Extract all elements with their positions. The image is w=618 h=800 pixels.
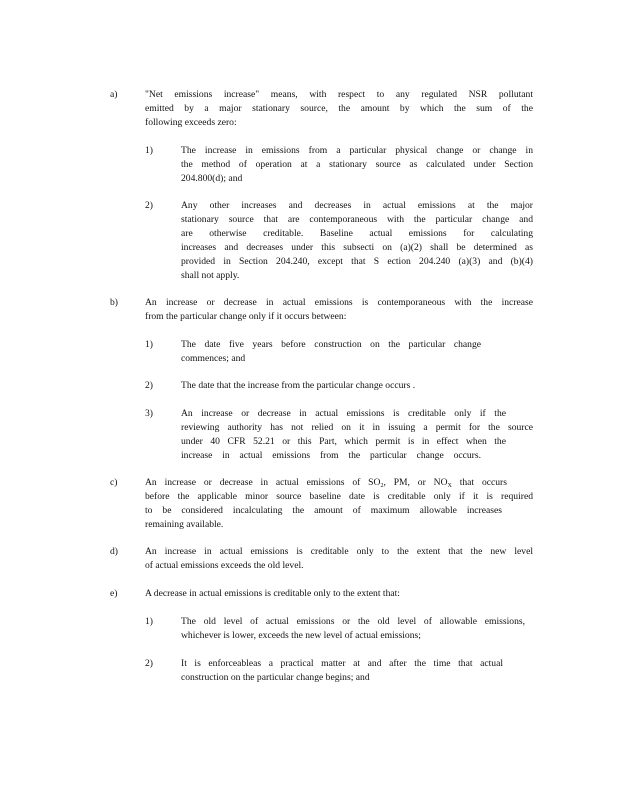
paragraph-marker: a) bbox=[110, 89, 118, 100]
line-segment: , PM, or NO bbox=[383, 477, 448, 488]
text-line: An increase or decrease in actual emissions is contemporaneous with the increase bbox=[145, 297, 533, 308]
text-line bbox=[145, 476, 507, 490]
text-line: remaining available. bbox=[145, 519, 224, 530]
text-line: The increase in emissions from a particular physical change or change in bbox=[181, 145, 533, 156]
subscript: 2 bbox=[380, 483, 384, 489]
text-line: of actual emissions exceeds the old level. bbox=[145, 560, 304, 571]
text-line: It is enforceableas a practical matter at and after the time that actual bbox=[181, 658, 503, 669]
text-line: following exceeds zero: bbox=[145, 117, 237, 128]
text-line: Any other increases and decreases in actual emissions at the major bbox=[181, 200, 533, 211]
paragraph-marker: b) bbox=[110, 297, 118, 308]
text-line: to be considered incalculating the amount of maximum allowable increases bbox=[145, 505, 502, 516]
text-line: The date five years before construction on the particular change bbox=[181, 339, 481, 350]
text-line: provided in Section 204.240, except that S ection 204.240 (a)(3) and (b)(4) bbox=[181, 256, 533, 267]
paragraph-marker: e) bbox=[110, 588, 118, 599]
subparagraph-marker: 2) bbox=[145, 380, 153, 391]
text-line: from the particular change only if it occurs between: bbox=[145, 311, 347, 322]
text-line: the method of operation at a stationary source as calculated under Section bbox=[181, 159, 533, 170]
paragraph-marker: c) bbox=[110, 477, 118, 488]
subparagraph-marker: 1) bbox=[145, 339, 153, 350]
line-segment: An increase or decrease in actual emissions of SO bbox=[145, 477, 381, 488]
text-line: reviewing authority has not relied on it in issuing a permit for the source bbox=[181, 422, 533, 433]
text-line: "Net emissions increase" means, with respect to any regulated NSR pollutant bbox=[145, 89, 533, 100]
text-line: The old level of actual emissions or the old level of allowable emissions, bbox=[181, 616, 525, 627]
subparagraph-marker: 1) bbox=[145, 145, 153, 156]
text-line: stationary source that are contemporaneous with the particular change and bbox=[181, 214, 533, 225]
text-line: increases and decreases under this subsecti on (a)(2) shall be determined as bbox=[181, 242, 533, 253]
subparagraph-marker: 3) bbox=[145, 408, 153, 419]
subparagraph-marker: 2) bbox=[145, 658, 153, 669]
text-line: emitted by a major stationary source, the amount by which the sum of the bbox=[145, 103, 533, 114]
text-line: commences; and bbox=[181, 353, 246, 364]
text-line: under 40 CFR 52.21 or this Part, which permit is in effect when the bbox=[181, 436, 506, 447]
text-line: The date that the increase from the particular change occurs . bbox=[181, 380, 416, 391]
text-line: construction on the particular change begins; and bbox=[181, 672, 370, 683]
text-line: shall not apply. bbox=[181, 270, 240, 281]
subparagraph-marker: 2) bbox=[145, 200, 153, 211]
text-line: An increase or decrease in actual emissions is creditable only if the bbox=[181, 408, 506, 419]
text-line: 204.800(d); and bbox=[181, 173, 243, 184]
text-line: increase in actual emissions from the particular change occurs. bbox=[181, 450, 481, 461]
text-line: are otherwise creditable. Baseline actual emissions for calculating bbox=[181, 228, 533, 239]
text-line: A decrease in actual emissions is creditable only to the extent that: bbox=[145, 588, 400, 599]
text-line: whichever is lower, exceeds the new level of actual emissions; bbox=[181, 630, 421, 641]
line-segment: that occurs bbox=[451, 477, 507, 488]
subparagraph-marker: 1) bbox=[145, 616, 153, 627]
subscript: X bbox=[447, 483, 452, 489]
text-line: An increase in actual emissions is creditable only to the extent that the new level bbox=[145, 546, 533, 557]
text-line: before the applicable minor source baseline date is creditable only if it is required bbox=[145, 491, 533, 502]
paragraph-marker: d) bbox=[110, 546, 118, 557]
